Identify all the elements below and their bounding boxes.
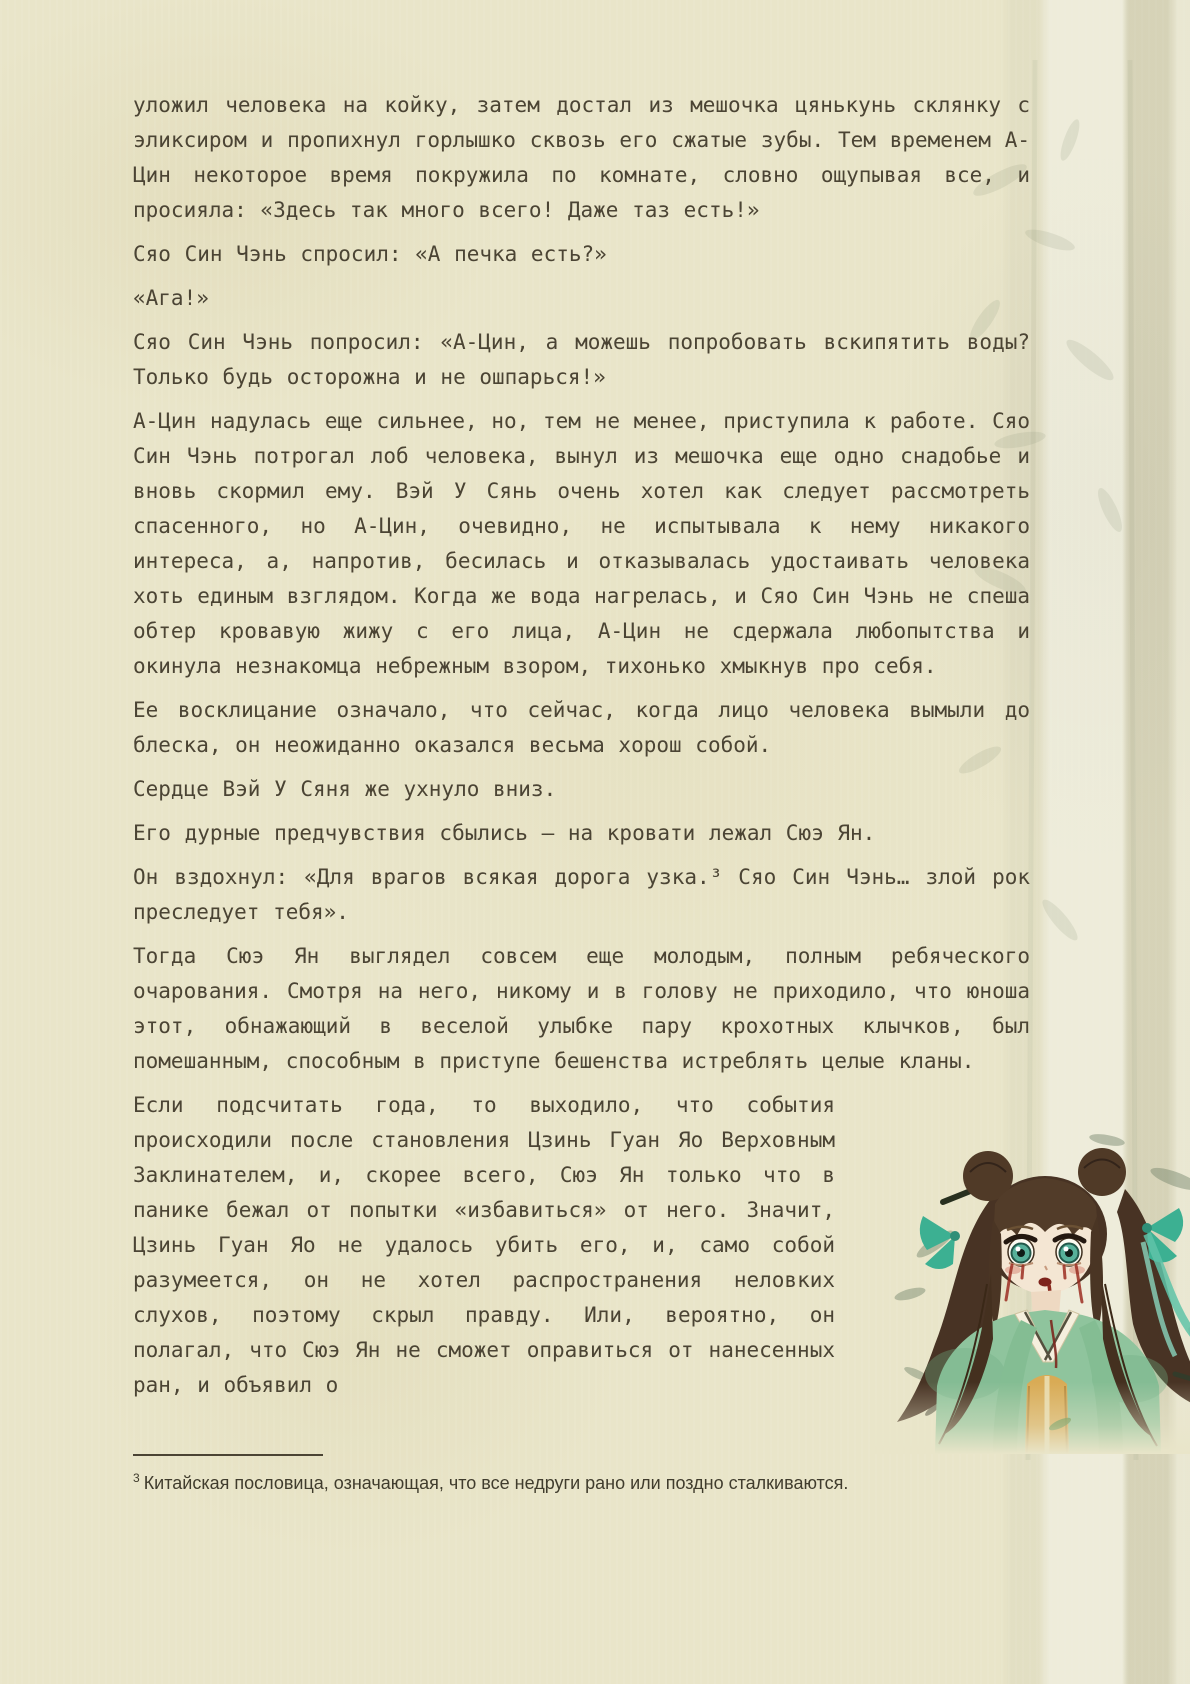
paragraph-9: Он вздохнул: «Для врагов всякая дорога узка.³ Сяо Син Чэнь… злой рок преследует тебя». [133,865,1030,924]
paragraph-10: Тогда Сюэ Ян выглядел совсем еще молодым, полным ребяческого очарования. Смотря на него, никому и в голову не приходило, что юноша этот, обнажающий в веселой улыбке пару крохотных клычков, был помешанным, способным в приступе бешенства истреблять целые кланы. [133,944,1030,1073]
paragraph-1: уложил человека на койку, затем достал из мешочка цянькунь склянку с эликсиром и пропихнул горлышко сквозь его сжатые зубы. Тем временем А-Цин некоторое время покружила по комнате, словно ощупывая все, и просияла: «Здесь так много всего! Даже таз есть!» [133,93,1030,222]
footnote-marker: 3 [133,1471,140,1485]
footnote [133,1466,1030,1495]
paragraph-7: Сердце Вэй У Сяня же ухнуло вниз. [133,777,557,801]
paragraph-11-text: Если подсчитать года, то выходило, что события происходили после становления Цзинь Гуан Яо Верховным Заклинателем, и, скорее всего, Сюэ Ян только что в панике бежал от попытки «избавиться» от него. Значит, Цзинь Гуан Яо не удалось убить его, и, само собой разумеется, он не хотел распространения неловких слухов, поэтому скрыл правду. Или, вероятно, он полагал, что Сюэ Ян не сможет оправиться от нанесенных ран, и объявил о [133,1093,835,1397]
paragraph-11 [133,1088,1030,1403]
paragraph-3: «Ага!» [133,286,209,310]
aqing-illustration [875,1124,1135,1454]
page-content [133,88,1030,1495]
aqing-drawing-icon [875,1124,1190,1454]
paragraph-4: Сяо Син Чэнь попросил: «А-Цин, а можешь попробовать вскипятить воды? Только будь осторожна и не ошпарься!» [133,330,1030,389]
paragraph-8: Его дурные предчувствия сбылись – на кровати лежал Сюэ Ян. [133,821,876,845]
footnote-separator [133,1454,323,1456]
paragraph-5: А-Цин надулась еще сильнее, но, тем не менее, приступила к работе. Сяо Син Чэнь потрогал лоб человека, вынул из мешочка еще одно снадобье и вновь скормил ему. Вэй У Сянь очень хотел как следует рассмотреть спасенного, но А-Цин, очевидно, не испытывала к нему никакого интереса, а, напротив, бесилась и отказывалась удостаивать человека хоть единым взглядом. Когда же вода нагрелась, и Сяо Син Чэнь не спеша обтер кровавую жижу с его лица, А-Цин не сдержала любопытства и окинула незнакомца небрежным взором, тихонько хмыкнув про себя. [133,409,1031,678]
footnote-text: Китайская пословица, означающая, что все недруги рано или поздно сталкиваются. [143,1473,849,1493]
paragraph-2: Сяо Син Чэнь спросил: «А печка есть?» [133,242,607,266]
paragraph-6: Ее восклицание означало, что сейчас, когда лицо человека вымыли до блеска, он неожиданно оказался весьма хорош собой. [133,698,1030,757]
